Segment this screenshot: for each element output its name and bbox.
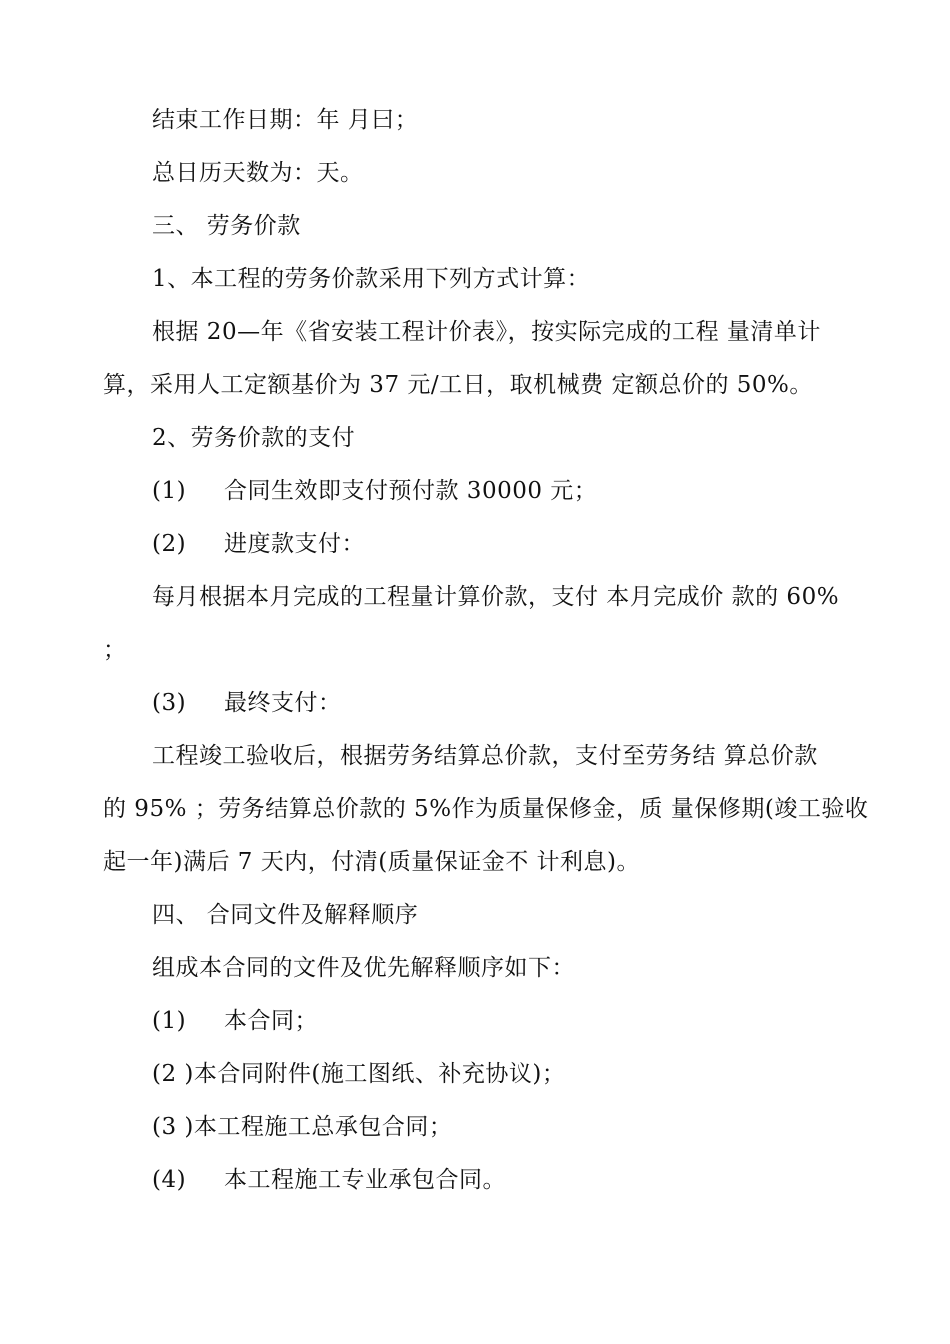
pricing-method-line: 1、本工程的劳务价款采用下列方式计算：: [152, 266, 591, 292]
contract-docs-intro: 组成本合同的文件及优先解释顺序如下：: [152, 955, 575, 981]
payment-subheading: 2、劳务价款的支付: [152, 425, 356, 451]
item-number: (1): [152, 478, 187, 504]
contract-doc-item-3: (3 )本工程施工总承包合同；: [152, 1114, 453, 1140]
item-number: (1): [152, 1008, 187, 1034]
end-date-line: 结束工作日期：年 月曰；: [152, 107, 419, 133]
item-text: 进度款支付：: [224, 531, 365, 557]
pricing-basis-line-2: 算，采用人工定额基价为 37 元/工日，取机械费 定额总价的 50%。: [103, 372, 813, 398]
payment-item-3: [152, 689, 342, 717]
section-3-heading: 三、 劳务价款: [152, 213, 301, 239]
item-number: (4): [152, 1167, 187, 1193]
total-days-line: 总日历天数为：天。: [152, 160, 364, 186]
contract-doc-item-1: [152, 1007, 318, 1035]
contract-doc-item-2: (2 )本合同附件(施工图纸、补充协议)；: [152, 1061, 566, 1087]
item-number: (3): [152, 690, 187, 716]
final-payment-line-2: 的 95% ；劳务结算总价款的 5%作为质量保修金，质 量保修期(竣工验收: [103, 796, 869, 822]
final-payment-line-1: 工程竣工验收后，根据劳务结算总价款，支付至劳务结 算总价款: [152, 743, 818, 769]
contract-doc-item-4: [152, 1166, 506, 1194]
progress-payment-line-1: 每月根据本月完成的工程量计算价款，支付 本月完成价 款的 60%: [152, 584, 840, 610]
payment-item-1: [152, 477, 597, 505]
section-4-heading: 四、 合同文件及解释顺序: [152, 902, 419, 928]
item-number: (2): [152, 531, 187, 557]
item-text: 最终支付：: [224, 690, 342, 716]
item-text: 合同生效即支付预付款 30000 元；: [224, 478, 598, 504]
final-payment-line-3: 起一年)满后 7 天内，付清(质量保证金不 计利息)。: [103, 849, 640, 875]
pricing-basis-line-1: 根据 20—年《省安装工程计价表》，按实际完成的工程 量清单计: [152, 319, 821, 345]
item-text: 本工程施工专业承包合同。: [224, 1167, 506, 1193]
item-text: 本合同；: [224, 1008, 318, 1034]
payment-item-2: [152, 530, 365, 558]
progress-payment-line-2: ；: [103, 637, 127, 663]
